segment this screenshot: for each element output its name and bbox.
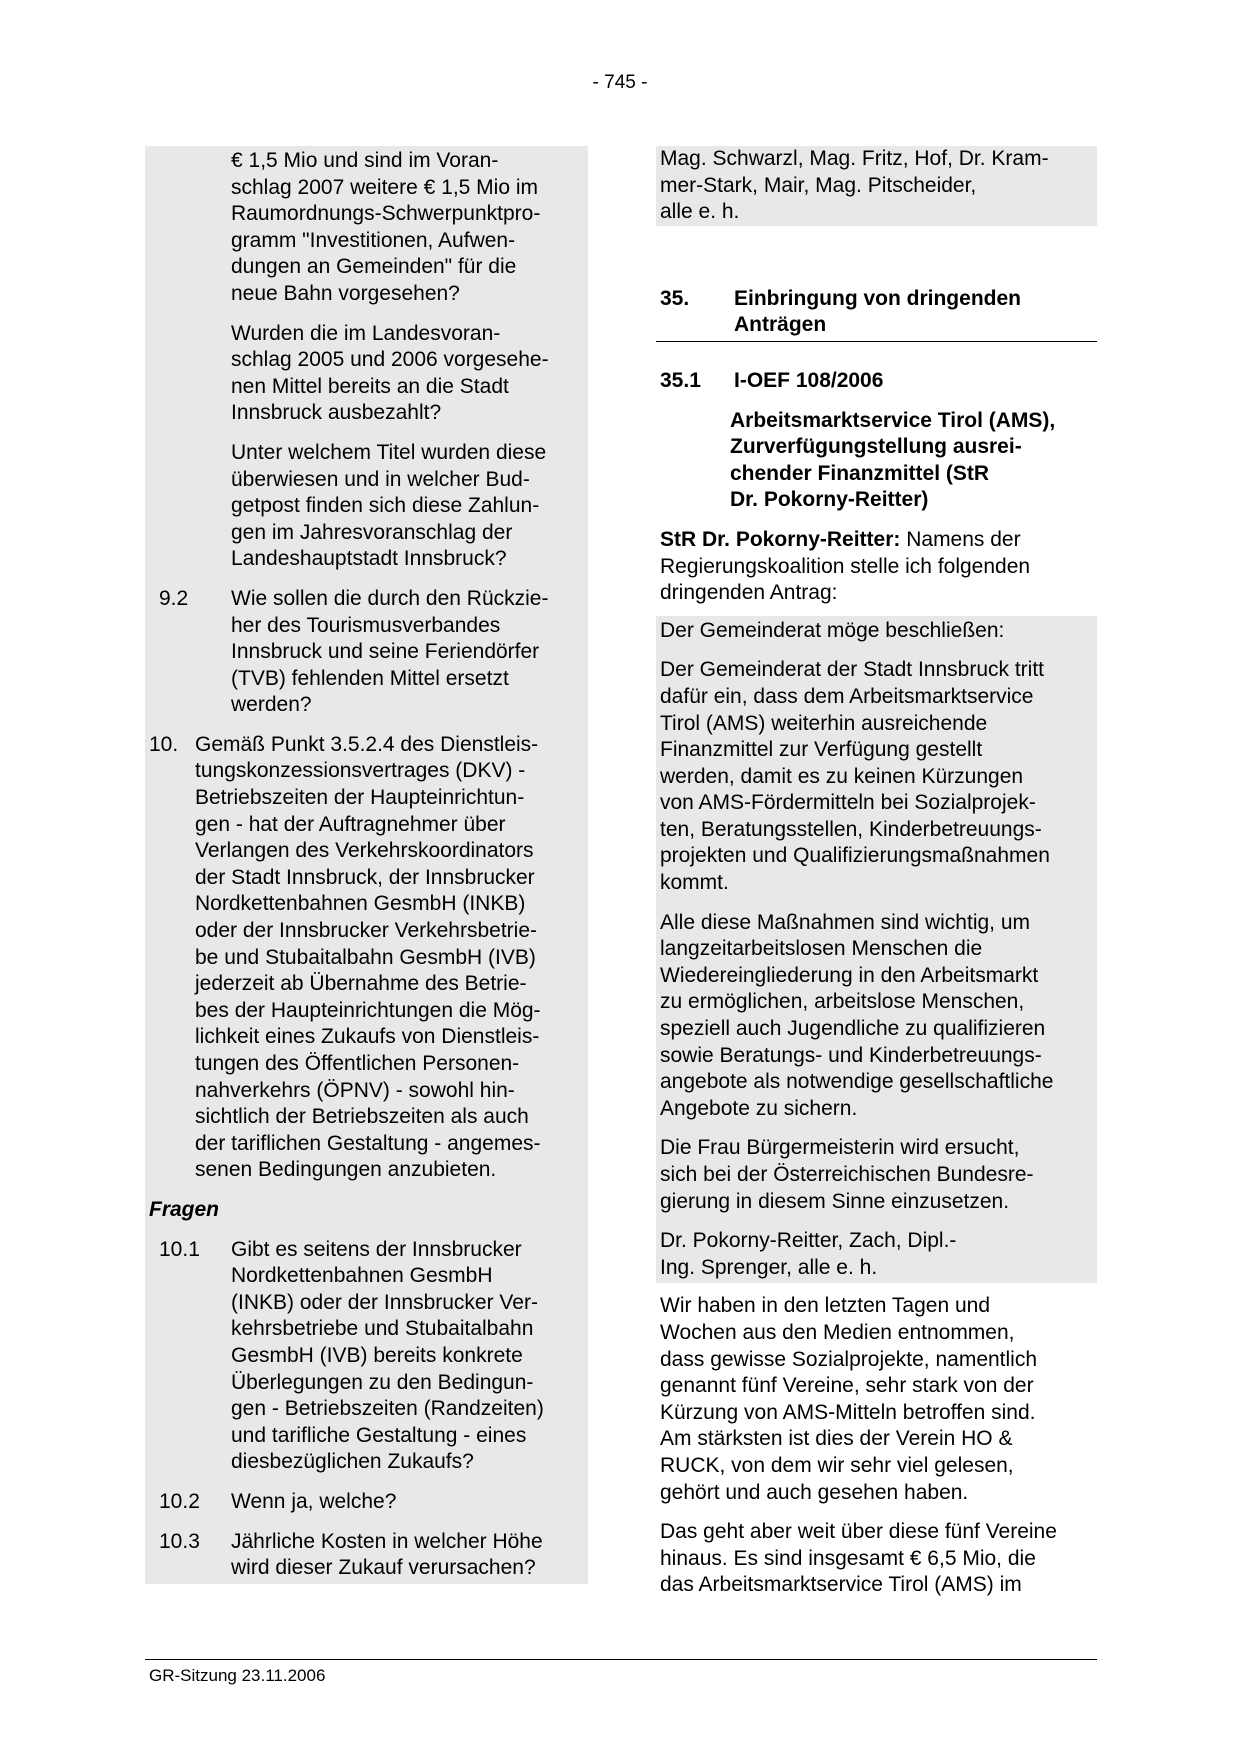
text-line: Angebote zu sichern.: [660, 1096, 858, 1120]
question-10-1: [145, 1237, 588, 1476]
text-line: chender Finanzmittel (StR: [730, 461, 990, 485]
text-line: Die Frau Bürgermeisterin wird ersucht,: [660, 1136, 1020, 1160]
text-line: Gibt es seitens der Innsbrucker: [231, 1237, 522, 1261]
text-line: angebote als notwendige gesellschaftliche: [660, 1070, 1054, 1094]
text-line: mer-Stark, Mair, Mag. Pitscheider,: [660, 173, 977, 197]
text-line: der Stadt Innsbruck, der Innsbrucker: [195, 865, 535, 889]
text-line: überwiesen und in welcher Bud-: [231, 467, 530, 491]
item-10: [145, 732, 588, 1184]
text-line: werden?: [231, 693, 312, 717]
motion-title: [656, 408, 1097, 514]
text-line: senen Bedingungen anzubieten.: [195, 1158, 497, 1182]
text-line: Dr. Pokorny-Reitter): [730, 488, 929, 512]
text-line: Ing. Sprenger, alle e. h.: [660, 1255, 878, 1279]
text-line: Arbeitsmarktservice Tirol (AMS),: [730, 408, 1056, 432]
text-line: Landeshauptstadt Innsbruck?: [231, 547, 507, 571]
section-number: 35.: [660, 286, 690, 310]
motion-text-box: [656, 616, 1097, 1284]
text-line: jederzeit ab Übernahme des Betrie-: [195, 972, 527, 996]
speaker-name: StR Dr. Pokorny-Reitter:: [660, 527, 901, 551]
text-line: sichtlich der Betriebszeiten als auch: [195, 1105, 529, 1129]
text-line: hinaus. Es sind insgesamt € 6,5 Mio, die: [660, 1546, 1036, 1570]
text-line: gen - Betriebszeiten (Randzeiten): [231, 1397, 544, 1421]
text-line: schlag 2007 weitere € 1,5 Mio im: [231, 175, 538, 199]
text-line: Nordkettenbahnen GesmbH: [231, 1264, 493, 1288]
text-line: (INKB) oder der Innsbrucker Ver-: [231, 1290, 538, 1314]
section-heading: [656, 286, 1097, 342]
text-line: Finanzmittel zur Verfügung gestellt: [660, 738, 983, 762]
text-line: Wir haben in den letzten Tagen und: [660, 1294, 991, 1318]
text-line: zu ermöglichen, arbeitslose Menschen,: [660, 990, 1025, 1014]
text-line: Betriebszeiten der Haupteinrichtun-: [195, 786, 525, 810]
text-line: getpost finden sich diese Zahlun-: [231, 494, 540, 518]
text-line: Dr. Pokorny-Reitter, Zach, Dipl.-: [660, 1229, 957, 1253]
text-line: Wenn ja, welche?: [231, 1489, 397, 1513]
text-line: Unter welchem Titel wurden diese: [231, 440, 547, 464]
text-line: Innsbruck ausbezahlt?: [231, 401, 442, 425]
text-line: tungen des Öffentlichen Personen-: [195, 1052, 520, 1075]
motion-paragraph-2: [660, 657, 1093, 896]
motion-signers: [660, 1228, 1093, 1281]
text-line: lichkeit eines Zukaufs von Dienstleis-: [195, 1025, 540, 1049]
text-line: Mag. Schwarzl, Mag. Fritz, Hof, Dr. Kram-: [660, 147, 1049, 170]
text-line: Das geht aber weit über diese fünf Vereine: [660, 1520, 1057, 1544]
section-title-line: Anträgen: [734, 313, 827, 337]
text-line: Wurden die im Landesvoran-: [231, 321, 501, 345]
text-line: ten, Beratungsstellen, Kinderbetreuungs-: [660, 817, 1042, 841]
text-line: gierung in diesem Sinne einzusetzen.: [660, 1189, 1010, 1213]
text-line: gen - hat der Auftragnehmer über: [195, 812, 506, 836]
text-line: € 1,5 Mio und sind im Voran-: [231, 149, 499, 172]
footer-divider: [145, 1659, 1097, 1660]
text-line: das Arbeitsmarktservice Tirol (AMS) im: [660, 1573, 1022, 1597]
subsection-code: I-OEF 108/2006: [734, 368, 884, 392]
text-line: gehört und auch gesehen haben.: [660, 1480, 969, 1504]
page-number: - 745 -: [592, 72, 648, 93]
text-line: Namens der: [906, 527, 1021, 551]
text-line: dringenden Antrag:: [660, 581, 838, 605]
motion-paragraph-3: [660, 910, 1093, 1123]
question-number: 9.2: [159, 586, 189, 610]
question-10-2: [145, 1489, 588, 1516]
text-line: Am stärksten ist dies der Verein HO &: [660, 1427, 1013, 1451]
continued-paragraph-2: [145, 321, 588, 427]
text-line: Jährliche Kosten in welcher Höhe: [231, 1529, 543, 1553]
text-line: nen Mittel bereits an die Stadt: [231, 374, 509, 398]
continued-paragraph-3: [145, 440, 588, 573]
signers-top: [656, 146, 1097, 226]
text-line: Tirol (AMS) weiterhin ausreichende: [660, 711, 988, 735]
text-line: werden, damit es zu keinen Kürzungen: [660, 764, 1024, 788]
text-line: nahverkehrs (ÖPNV) - sowohl hin-: [195, 1078, 515, 1102]
text-line: Alle diese Maßnahmen sind wichtig, um: [660, 910, 1031, 934]
text-line: gen im Jahresvoranschlag der: [231, 520, 513, 544]
item-number: 10.: [149, 732, 179, 756]
text-line: Überlegungen zu den Bedingun-: [231, 1370, 534, 1394]
text-line: dass gewisse Sozialprojekte, namentlich: [660, 1347, 1038, 1371]
footer-session-date: GR-Sitzung 23.11.2006: [149, 1666, 326, 1685]
text-line: Zurverfügungstellung ausrei-: [730, 435, 1022, 459]
text-line: der tariflichen Gestaltung - angemes-: [195, 1131, 541, 1155]
text-line: bes der Haupteinrichtungen die Mög-: [195, 998, 541, 1022]
speech-paragraph-2: [656, 1519, 1097, 1599]
question-9-2: [145, 586, 588, 719]
text-line: oder der Innsbrucker Verkehrsbetrie-: [195, 919, 537, 943]
continued-paragraph-1: [145, 148, 588, 308]
question-number: 10.1: [159, 1237, 200, 1261]
text-line: Der Gemeinderat möge beschließen:: [660, 618, 1005, 642]
right-column: [656, 146, 1097, 1599]
text-line: her des Tourismusverbandes: [231, 613, 501, 637]
text-line: Wie sollen die durch den Rückzie-: [231, 586, 549, 610]
text-line: Wiedereingliederung in den Arbeitsmarkt: [660, 963, 1039, 987]
text-line: tungskonzessionsvertrages (DKV) -: [195, 759, 526, 783]
text-line: Kürzung von AMS-Mitteln betroffen sind.: [660, 1400, 1036, 1424]
text-line: dafür ein, dass dem Arbeitsmarktservice: [660, 684, 1034, 708]
text-line: Regierungskoalition stelle ich folgenden: [660, 554, 1031, 578]
text-line: Innsbruck und seine Feriendörfer: [231, 640, 540, 664]
left-column: [145, 146, 588, 1584]
question-number: 10.3: [159, 1529, 200, 1553]
text-line: Nordkettenbahnen GesmbH (INKB): [195, 892, 526, 916]
text-line: schlag 2005 und 2006 vorgesehe-: [231, 348, 549, 372]
text-line: speziell auch Jugendliche zu qualifizieren: [660, 1017, 1046, 1041]
motion-paragraph-4: [660, 1135, 1093, 1215]
text-line: Wochen aus den Medien entnommen,: [660, 1320, 1015, 1344]
text-line: GesmbH (IVB) bereits konkrete: [231, 1343, 523, 1367]
motion-paragraph-1: [660, 618, 1093, 645]
subsection-number: 35.1: [660, 368, 701, 392]
text-line: Der Gemeinderat der Stadt Innsbruck tritt: [660, 658, 1044, 682]
text-line: Raumordnungs-Schwerpunktpro-: [231, 202, 541, 226]
section-title-line: Einbringung von dringenden: [734, 286, 1021, 310]
text-line: genannt fünf Vereine, sehr stark von der: [660, 1374, 1034, 1398]
question-number: 10.2: [159, 1489, 200, 1513]
text-line: alle e. h.: [660, 200, 740, 224]
text-line: kehrsbetriebe und Stubaitalbahn: [231, 1317, 534, 1341]
speech-paragraph-1: [656, 1293, 1097, 1506]
text-line: gramm "Investitionen, Aufwen-: [231, 228, 516, 252]
text-line: RUCK, von dem wir sehr viel gelesen,: [660, 1453, 1014, 1477]
text-line: (TVB) fehlenden Mittel ersetzt: [231, 666, 509, 690]
question-10-3: [145, 1529, 588, 1582]
text-line: neue Bahn vorgesehen?: [231, 281, 460, 305]
text-line: sich bei der Österreichischen Bundesre-: [660, 1163, 1034, 1186]
text-line: be und Stubaitalbahn GesmbH (IVB): [195, 945, 536, 969]
text-line: kommt.: [660, 871, 729, 895]
text-line: von AMS-Fördermitteln bei Sozialprojek-: [660, 791, 1036, 815]
text-line: projekten und Qualifizierungsmaßnahmen: [660, 844, 1050, 868]
speech-intro: [656, 527, 1097, 607]
text-line: diesbezüglichen Zukaufs?: [231, 1450, 474, 1474]
subsection-heading: [656, 368, 1097, 395]
text-line: Gemäß Punkt 3.5.2.4 des Dienstleis-: [195, 732, 539, 756]
text-line: sowie Beratungs- und Kinderbetreuungs-: [660, 1043, 1042, 1067]
text-line: langzeitarbeitslosen Menschen die: [660, 937, 983, 961]
text-line: Verlangen des Verkehrskoordinators: [195, 839, 534, 863]
text-line: wird dieser Zukauf verursachen?: [231, 1556, 536, 1580]
text-line: dungen an Gemeinden" für die: [231, 255, 517, 279]
fragen-heading: Fragen: [149, 1197, 220, 1221]
text-line: und tarifliche Gestaltung - eines: [231, 1423, 527, 1447]
